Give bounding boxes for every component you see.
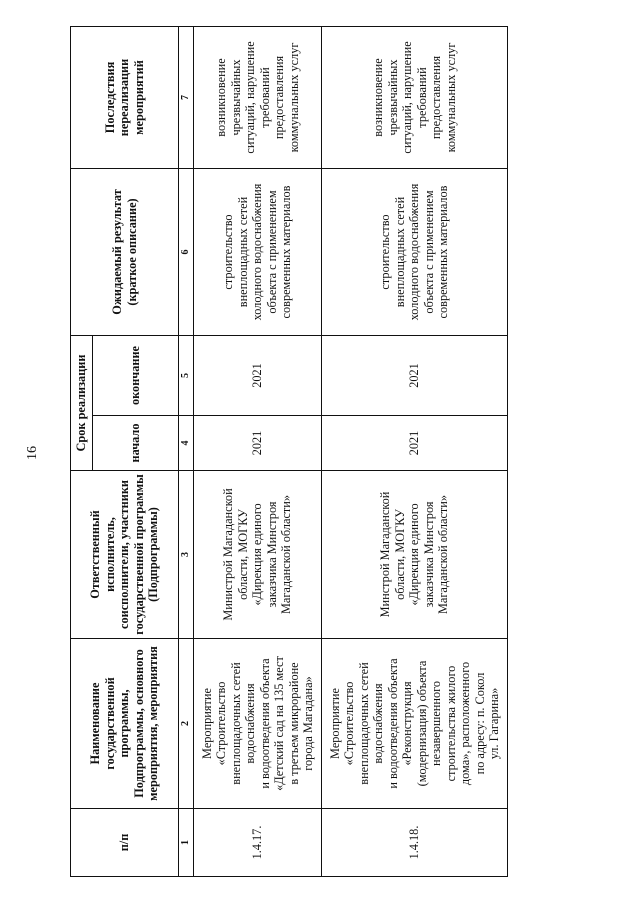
row-start: 2021 <box>194 416 322 471</box>
header-num: п/п <box>71 809 179 877</box>
header-name: Наименование государственной программы, Подпрограммы, основного мероприятия, мероприятия <box>71 639 179 809</box>
header-consequences: Последствия нереализации мероприятий <box>71 26 179 168</box>
column-number: 7 <box>179 26 194 168</box>
rotated-table-container <box>70 27 540 877</box>
row-result: строительство внеплощадных сетей холодного водоснабжения объекта с применением современных материалов <box>194 168 322 335</box>
program-table <box>70 26 508 877</box>
row-consequences: возникновение чрезвычайных ситуаций, нарушение требований предоставления коммунальных услуг <box>194 26 322 168</box>
row-end: 2021 <box>194 335 322 415</box>
header-start: начало <box>93 416 179 471</box>
row-executor: Минстрой Магаданской области, МОГКУ «Дирекция единого заказчика Минстроя Магаданской области» <box>322 471 508 639</box>
column-number: 5 <box>179 335 194 415</box>
column-number: 3 <box>179 471 194 639</box>
row-start: 2021 <box>322 416 508 471</box>
column-number: 2 <box>179 639 194 809</box>
row-result: строительство внеплощадных сетей холодного водоснабжения объекта с применением современных материалов <box>322 168 508 335</box>
header-executor: Ответственный исполнитель, соисполнители, участники государственной программы (Подпрограммы) <box>71 471 179 639</box>
row-end: 2021 <box>322 335 508 415</box>
row-number: 1.4.18. <box>322 809 508 877</box>
page-number: 16 <box>25 446 40 460</box>
table-row <box>322 26 508 876</box>
row-consequences: возникновение чрезвычайных ситуаций, нарушение требований предоставления коммунальных услуг <box>322 26 508 168</box>
header-end: окончание <box>93 335 179 415</box>
column-number: 4 <box>179 416 194 471</box>
row-executor: Министрой Магаданской области, МОГКУ «Дирекция единого заказчика Минстроя Магаданской области» <box>194 471 322 639</box>
column-number: 6 <box>179 168 194 335</box>
row-name: Мероприятие «Строительство внеплощадочных сетей водоснабжения и водоотведения объекта «Детский сад на 135 мест в третьем микрорайоне города Магадана» <box>194 639 322 809</box>
row-number: 1.4.17. <box>194 809 322 877</box>
header-period: Срок реализации <box>71 335 93 470</box>
column-number: 1 <box>179 809 194 877</box>
header-result: Ожидаемый результат (краткое описание) <box>71 168 179 335</box>
row-name: Мероприятие «Строительство внеплощадочных сетей водоснабжения и водоотведения объекта «Реконструкция (модернизация) объекта незавершенного строительства жилого дома», расположенного по адресу: п. Сокол ул. Гагарина» <box>322 639 508 809</box>
table-row <box>194 26 322 876</box>
